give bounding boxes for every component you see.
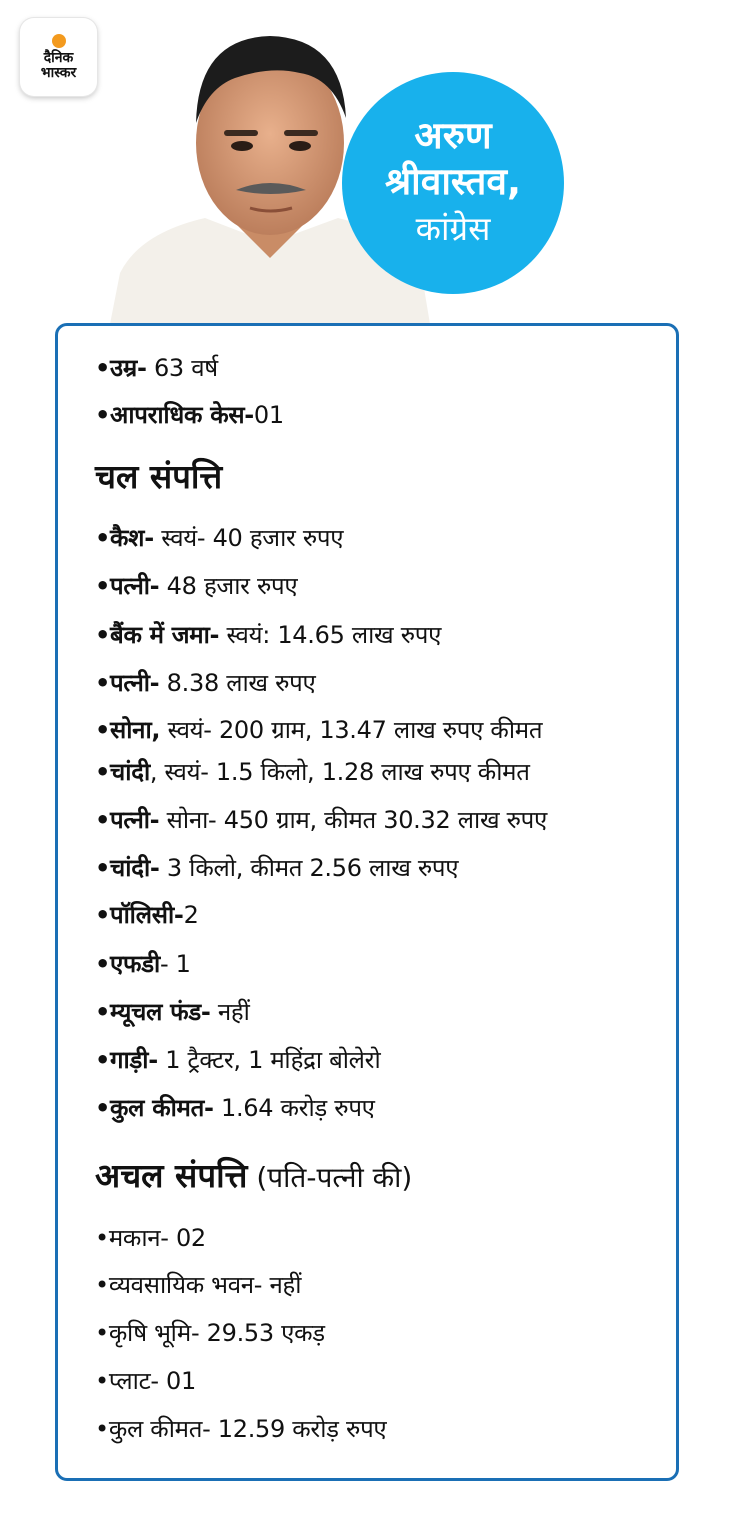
candidate-party: कांग्रेस	[415, 209, 491, 248]
list-item	[95, 522, 343, 554]
age-value: 63 वर्ष	[146, 354, 218, 382]
item-label: •सोना,	[95, 716, 161, 744]
list-item: •प्लाट- 01	[95, 1367, 196, 1395]
movable-assets-heading: चल संपत्ति	[95, 457, 223, 496]
list-item	[95, 619, 441, 651]
item-value: 3 किलो, कीमत 2.56 लाख रुपए	[159, 854, 459, 882]
item-label: •कुल कीमत-	[95, 1094, 214, 1122]
item-label: •पत्नी-	[95, 669, 160, 697]
item-value: 8.38 लाख रुपए	[159, 669, 316, 697]
immovable-heading-note: (पति-पत्नी की)	[247, 1161, 413, 1194]
item-value: , स्वयं- 1.5 किलो, 1.28 लाख रुपए कीमत	[149, 758, 530, 786]
candidate-name-badge	[342, 72, 564, 294]
item-label: •चांदी-	[95, 854, 160, 882]
age-label: •उम्र-	[95, 354, 147, 382]
list-item	[95, 756, 530, 788]
immovable-heading-text: अचल संपत्ति	[95, 1156, 248, 1195]
dainik-bhaskar-logo	[20, 18, 97, 96]
list-item: •व्यवसायिक भवन- नहीं	[95, 1271, 302, 1299]
criminal-cases-value: 01	[253, 401, 284, 429]
list-item	[95, 996, 250, 1028]
item-value: नहीं	[210, 998, 250, 1026]
item-value: सोना- 450 ग्राम, कीमत 30.32 लाख रुपए	[159, 806, 547, 834]
list-item	[95, 948, 191, 980]
age-row	[95, 352, 218, 384]
candidate-first-name: अरुण	[414, 114, 492, 157]
list-item	[95, 667, 315, 699]
item-label: •पत्नी-	[95, 806, 160, 834]
logo-line-1: दैनिक	[43, 49, 74, 66]
item-value: स्वयं: 14.65 लाख रुपए	[219, 621, 442, 649]
list-item: •मकान- 02	[95, 1224, 206, 1252]
item-value: 48 हजार रुपए	[159, 572, 298, 600]
item-label: •एफडी	[95, 950, 160, 978]
item-label: •म्यूचल फंड-	[95, 998, 211, 1026]
item-value: 1 ट्रैक्टर, 1 महिंद्रा बोलेरो	[157, 1046, 381, 1074]
list-item	[95, 570, 297, 602]
item-value: 2	[183, 901, 199, 929]
item-label: •बैंक में जमा-	[95, 621, 220, 649]
logo-line-2: भास्कर	[40, 64, 77, 81]
criminal-cases-label: •आपराधिक केस-	[95, 401, 254, 429]
item-value: - 1	[159, 950, 191, 978]
item-label: •पत्नी-	[95, 572, 160, 600]
item-value: स्वयं- 40 हजार रुपए	[153, 524, 344, 552]
list-item: •कृषि भूमि- 29.53 एकड़	[95, 1319, 325, 1347]
logo-sun-icon	[52, 34, 66, 48]
item-label: •गाड़ी-	[95, 1046, 158, 1074]
item-label: •चांदी	[95, 758, 150, 786]
immovable-assets-heading	[95, 1155, 412, 1199]
item-value: स्वयं- 200 ग्राम, 13.47 लाख रुपए कीमत	[160, 716, 543, 744]
list-item	[95, 1044, 380, 1076]
item-value: 1.64 करोड़ रुपए	[213, 1094, 375, 1122]
list-item	[95, 852, 458, 884]
list-item	[95, 1092, 375, 1124]
criminal-cases-row	[95, 399, 284, 431]
list-item	[95, 899, 199, 931]
list-item	[95, 714, 542, 746]
item-label: •कैश-	[95, 524, 154, 552]
candidate-last-name: श्रीवास्तव,	[384, 160, 522, 203]
list-item	[95, 804, 547, 836]
list-item: •कुल कीमत- 12.59 करोड़ रुपए	[95, 1415, 387, 1443]
item-label: •पॉलिसी-	[95, 901, 184, 929]
